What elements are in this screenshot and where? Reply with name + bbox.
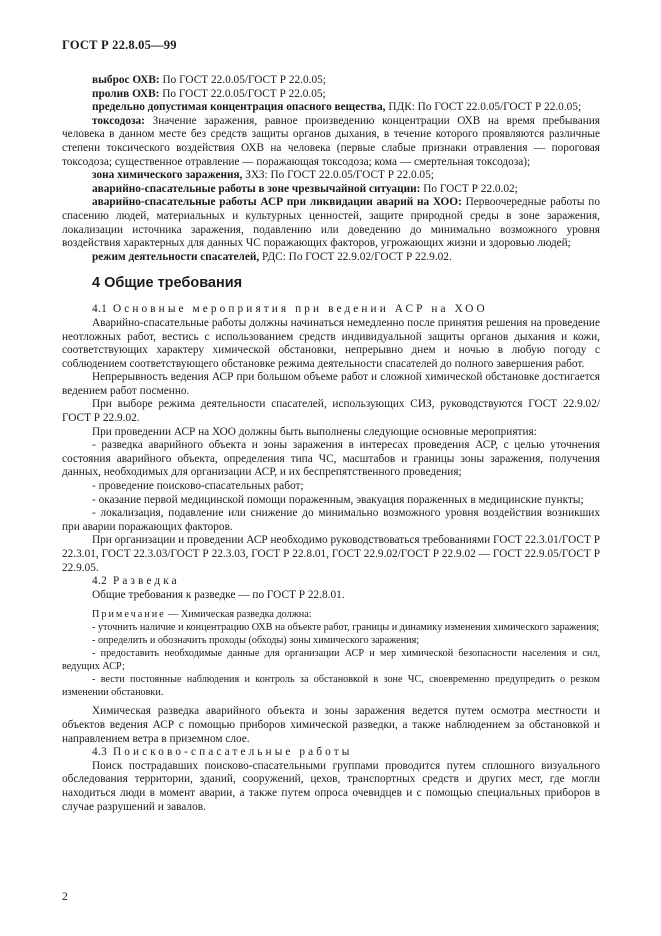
subsection-number: 4.3 xyxy=(92,746,108,759)
definition-text: По ГОСТ 22.0.05/ГОСТ Р 22.0.05; xyxy=(159,87,326,100)
definition-text: По ГОСТ Р 22.0.02; xyxy=(420,182,518,195)
note-label: Примечание xyxy=(92,609,166,621)
note-item: - уточнить наличие и концентрацию ОХВ на объекте работ, границы и динамику изменения химического заражения; xyxy=(92,622,600,634)
paragraph: При проведении АСР на ХОО должны быть выполнены следующие основные мероприятия: xyxy=(92,425,537,438)
definition-text: По ГОСТ 22.0.05/ГОСТ Р 22.0.05; xyxy=(159,74,326,86)
list-item: - разведка аварийного объекта и зоны заражения в интересах проведения АСР, с целью уточнения состояния аварийного объекта, определения типа ЧС, масштабов и границы зоны заражения, получения данных, необходимых для организации АСР, и их беспрепятственного проведения; xyxy=(62,439,600,479)
definition-item xyxy=(62,183,600,197)
note-item: - предоставить необходимые данные для организации АСР и мер химической безопасности населения и сил, ведущих АСР; xyxy=(62,648,600,673)
subsection-heading xyxy=(62,575,600,589)
definition-term: аварийно-спасательные работы АСР при ликвидации аварий на ХОО: xyxy=(92,196,462,209)
section-heading: 4 Общие требования xyxy=(92,275,243,292)
paragraph: Аварийно-спасательные работы должны начинаться немедленно после принятия решения на проведение неотложных работ, вестись с использованием средств индивидуальной защиты органов дыхания и кожи, соответствующих характеру химической обстановки, непрерывно днем и ночью в любую погоду с соблюдением соответствующего обстановке режима деятельности спасателей до полного завершения работ. xyxy=(62,316,600,370)
section-body xyxy=(62,303,600,602)
document-page xyxy=(62,38,600,814)
definition-item xyxy=(62,251,600,265)
definition-text: РДС: По ГОСТ 22.9.02/ГОСТ Р 22.9.02. xyxy=(259,250,452,263)
list-item: - оказание первой медицинской помощи пораженным, эвакуация пораженных в медицинские пункты; xyxy=(92,493,584,506)
definition-text: Первоочередные работы по спасению людей, материальных и культурных ценностей, защите природной среды в зоне заражения, локализации источника заражения, подавлению или доведению до минимально возможного уровня воздействия характерных для данных ЧС поражающих факторов, угрожающих жизни и здоровью людей; xyxy=(62,196,600,250)
definition-text: ПДК: По ГОСТ 22.0.05/ГОСТ Р 22.0.05; xyxy=(385,101,582,114)
note-lead-text: — Химическая разведка должна: xyxy=(165,609,312,621)
definition-term: токсодоза: xyxy=(92,114,145,127)
document-header: ГОСТ Р 22.8.05—99 xyxy=(62,38,177,52)
definition-term: зона химического заражения, xyxy=(92,169,243,182)
subsection-title: Разведка xyxy=(112,575,180,588)
paragraph: При выборе режима деятельности спасателей, использующих СИЗ, руководствуются ГОСТ 22.9.02/ГОСТ Р 22.9.02. xyxy=(62,398,600,425)
definition-item xyxy=(62,115,600,169)
paragraph: При организации и проведении АСР необходимо руководствоваться требованиями ГОСТ 22.3.01/ГОСТ Р 22.3.01, ГОСТ 22.3.03/ГОСТ Р 22.3.03, ГОСТ Р 22.8.01, ГОСТ 22.9.02/ГОСТ Р 22.9.02 — ГОСТ 22.9.05/ГОСТ Р 22.9.05. xyxy=(62,534,600,574)
definition-term: аварийно-спасательные работы в зоне чрезвычайной ситуации: xyxy=(92,182,421,195)
subsection-heading xyxy=(62,303,600,317)
subsection-number: 4.1 xyxy=(92,303,108,316)
subsection-title: Основные мероприятия при ведении АСР на ХОО xyxy=(112,303,488,316)
subsection-title: Поисково-спасательные работы xyxy=(112,746,353,759)
paragraph: Поиск пострадавших поисково-спасательными группами проводится путем сплошного визуального обследования территории, зданий, сооружений, цехов, транспортных средств и других мест, где могли находиться люди в момент аварии, а также путем опроса очевидцев и с помощью специальных приборов в случае разрушений и завалов. xyxy=(62,759,600,813)
definition-term: режим деятельности спасателей, xyxy=(92,250,260,263)
definitions-list xyxy=(62,74,600,264)
paragraph: Непрерывность ведения АСР при большом объеме работ и сложной химической обстановке достигается ведением работ посменно. xyxy=(62,371,600,397)
subsection-number: 4.2 xyxy=(92,575,108,588)
definition-term: выброс ОХВ: xyxy=(92,74,160,86)
subsection-heading xyxy=(62,746,600,760)
note-block xyxy=(62,608,600,699)
definition-item xyxy=(62,74,600,88)
definition-text: Значение заражения, равное произведению концентрации ОХВ на время пребывания человека в данном месте без средств защиты органов дыхания, в течение которого проявляются различные степени токсического воздействия ОХВ на человека (первые слабые признаки отравления — пороговая токсодоза; существенное отравление — поражающая токсодоза; кома — смертельная токсодоза); xyxy=(62,114,600,168)
definition-term: пролив ОХВ: xyxy=(92,87,160,100)
note-lead xyxy=(62,608,600,621)
list-item: - проведение поисково-спасательных работ; xyxy=(92,480,304,493)
paragraph: Общие требования к разведке — по ГОСТ Р 22.8.01. xyxy=(92,588,345,601)
definition-text: ЗХЗ: По ГОСТ 22.0.05/ГОСТ Р 22.0.05; xyxy=(242,169,434,182)
list-item: - локализация, подавление или снижение до минимально возможного уровня воздействия возникших при аварии поражающих факторов. xyxy=(62,507,600,533)
note-item: - определить и обозначить проходы (обходы) зоны химического заражения; xyxy=(92,635,420,647)
paragraph: Химическая разведка аварийного объекта и зоны заражения ведется путем осмотра местности и объектов ведения АСР с помощью приборов химической разведки, а также наблюдением за обстановкой и направлением ветра в приземном слое. xyxy=(62,705,600,745)
page-number: 2 xyxy=(62,891,68,903)
section-body-continued xyxy=(62,705,600,814)
definition-item xyxy=(62,101,600,115)
definition-item xyxy=(62,169,600,183)
definition-term: предельно допустимая концентрация опасного вещества, xyxy=(92,101,386,114)
definition-item xyxy=(62,196,600,250)
note-item: - вести постоянные наблюдения и контроль за обстановкой в зоне ЧС, своевременно предупредить о резком изменении обстановки. xyxy=(62,674,600,699)
definition-item xyxy=(62,88,600,102)
